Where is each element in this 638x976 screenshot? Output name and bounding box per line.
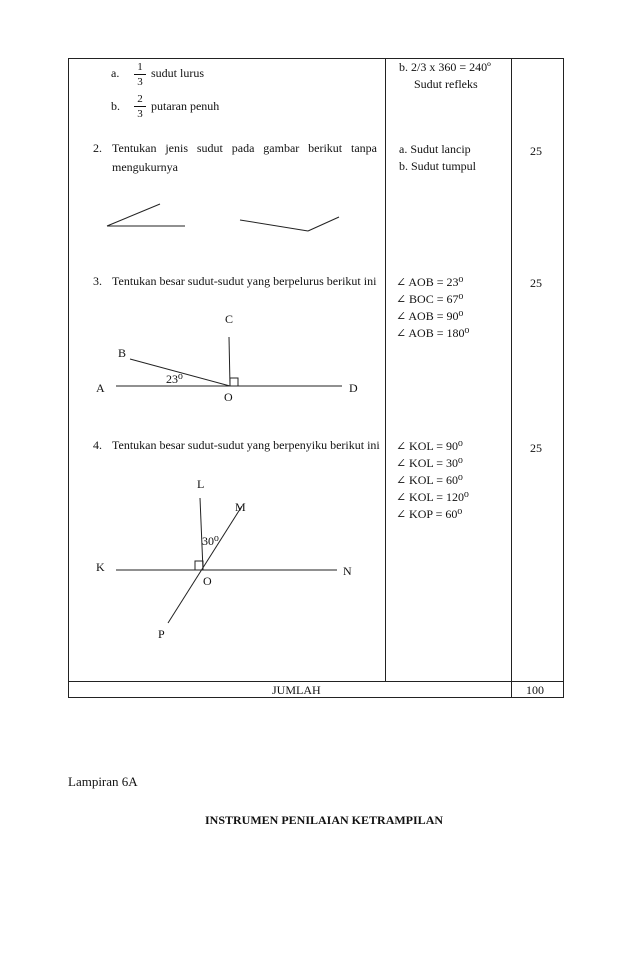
q4-label-n: N	[343, 564, 352, 578]
q2-score: 25	[530, 144, 542, 158]
q4-answer-4: ∠ KOL = 120⁰	[396, 490, 469, 504]
q4-label-angle: 30⁰	[202, 534, 219, 548]
q3-text: Tentukan besar sudut-sudut yang berpelurus berikut ini	[112, 274, 377, 288]
q4-label-l: L	[197, 477, 205, 491]
q2-text: Tentukan jenis sudut pada gambar berikut tanpa mengukurnya	[112, 141, 377, 174]
q3-answer-4: ∠ AOB = 180⁰	[396, 326, 470, 340]
total-label: JUMLAH	[272, 683, 321, 697]
q2-answer-b: b. Sudut tumpul	[399, 159, 477, 173]
appendix-label: Lampiran 6A	[68, 774, 138, 789]
q3-answers	[396, 274, 469, 342]
q3-number: 3.	[93, 274, 102, 288]
q4-answer-5: ∠ KOP = 60⁰	[396, 507, 463, 521]
q1-b-text: putaran penuh	[151, 99, 220, 113]
q4-label-o: O	[203, 574, 212, 588]
q4-label-m: M	[235, 500, 246, 514]
q2-answers	[399, 141, 476, 175]
q2-acute-angle	[107, 204, 185, 226]
q1-a-numerator: 1	[137, 61, 143, 73]
q1-a-denominator: 3	[137, 76, 143, 88]
q3-answer-1: ∠ AOB = 23⁰	[396, 275, 464, 289]
q1-answer-line2: Sudut refleks	[414, 77, 478, 91]
q2-number: 2.	[93, 141, 102, 155]
q2-angle-figures	[100, 198, 350, 238]
q1-b-fraction	[134, 93, 146, 120]
q3-label-c: C	[225, 312, 234, 326]
q4-score: 25	[530, 441, 542, 455]
q2-answer-a: a. Sudut lancip	[399, 142, 471, 156]
q3-answer-3: ∠ AOB = 90⁰	[396, 309, 464, 323]
q4-answer-3: ∠ KOL = 60⁰	[396, 473, 463, 487]
q4-text: Tentukan besar sudut-sudut yang berpenyiku berikut ini	[112, 438, 380, 452]
q2-obtuse-angle	[240, 217, 339, 231]
section-title: INSTRUMEN PENILAIAN KETRAMPILAN	[205, 813, 444, 827]
q4-diagram	[80, 480, 380, 650]
q4-answer-1: ∠ KOL = 90⁰	[396, 439, 463, 453]
q3-label-angle: 23⁰	[166, 372, 183, 386]
q3-label-a: A	[96, 381, 105, 395]
q3-right-angle-mark	[230, 378, 238, 386]
q1-a-marker: a.	[111, 66, 120, 80]
q1-answer	[399, 59, 491, 93]
q4-answers	[396, 438, 469, 523]
total-value: 100	[526, 683, 544, 697]
q3-label-o: O	[224, 390, 233, 404]
q4-line-mp	[168, 506, 242, 623]
q1-a-fraction	[134, 61, 146, 88]
q3-answer-2: ∠ BOC = 67⁰	[396, 292, 464, 306]
q1-b-marker: b.	[111, 99, 120, 113]
q4-answer-2: ∠ KOL = 30⁰	[396, 456, 463, 470]
q1-b-denominator: 3	[137, 108, 143, 120]
q1-answer-line1: b. 2/3 x 360 = 240º	[399, 60, 491, 74]
q3-label-d: D	[349, 381, 358, 395]
q4-label-p: P	[158, 627, 165, 641]
q4-number: 4.	[93, 438, 102, 452]
q1-b-numerator: 2	[137, 93, 143, 105]
q3-label-b: B	[118, 346, 127, 360]
q1-a-text: sudut lurus	[151, 66, 205, 80]
q3-score: 25	[530, 276, 542, 290]
q4-label-k: K	[96, 560, 105, 574]
